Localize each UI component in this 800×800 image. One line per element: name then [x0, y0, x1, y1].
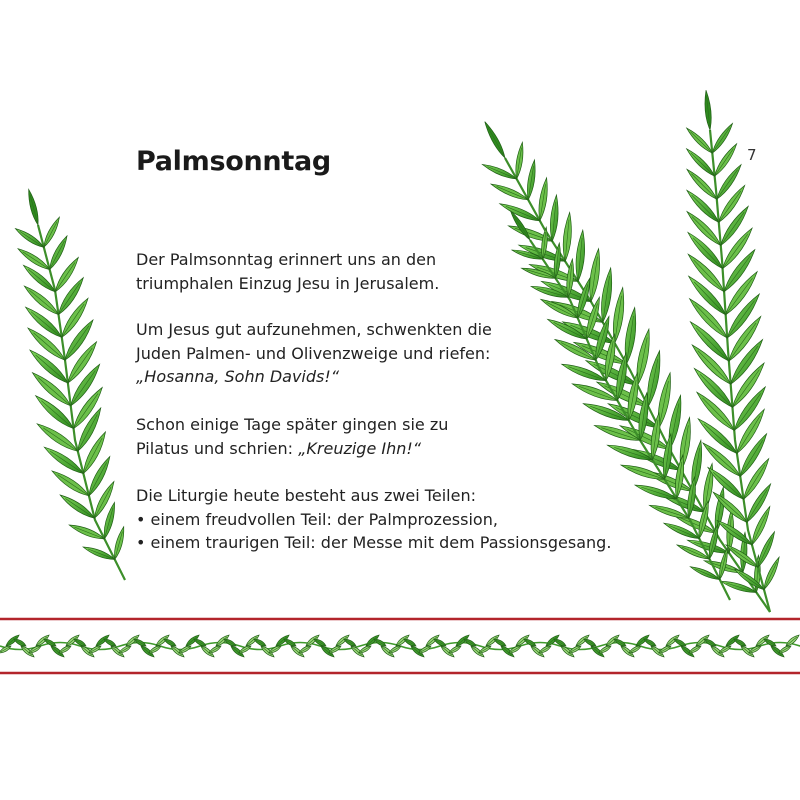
leaf-vein [758, 537, 772, 567]
text-line: Der Palmsonntag erinnert uns an den [136, 250, 437, 269]
leaf-vein [488, 127, 505, 158]
paragraph-intro [136, 248, 439, 295]
leaf-vein [50, 241, 65, 270]
list-item: • einem freudvollen Teil: der Palmprozession, [136, 509, 498, 529]
page-number: 7 [747, 146, 757, 164]
palm-branch-left [15, 189, 125, 580]
leaf-vein [89, 462, 107, 495]
text-line: Schon einige Tage später gingen sie zu [136, 415, 449, 434]
leaf-vein [43, 428, 78, 451]
leaf-vein [752, 512, 767, 545]
olive-vine-border [0, 617, 800, 675]
paragraph-liturgy [136, 484, 611, 555]
leaf-vein [44, 222, 57, 248]
text-line: Um Jesus gut aufzunehmen, schwenkten die [136, 320, 492, 339]
leaf-vein [83, 438, 102, 473]
paragraph-pilatus [136, 413, 448, 460]
paragraph-hosanna [136, 318, 492, 389]
leaf-vein [715, 149, 734, 176]
leaf-vein [690, 132, 712, 153]
page-title: Palmsonntag [136, 146, 331, 177]
olive-vine [0, 635, 800, 657]
quote-kreuzige: „Kreuzige Ihn!“ [298, 438, 422, 458]
list-item: • einem traurigen Teil: der Messe mit dem Passionsgesang. [136, 533, 612, 552]
text-line: triumphalen Einzug Jesu in Jerusalem. [136, 273, 440, 293]
leaf-vein [764, 562, 777, 590]
text-line: Juden Palmen- und Olivenzweige und riefen: [136, 343, 491, 363]
leaf-vein [55, 263, 75, 292]
liturgy-list [136, 508, 611, 555]
leaf-vein [712, 128, 729, 153]
leaf-vein [691, 153, 715, 176]
quote-hosanna: „Hosanna, Sohn Davids!“ [136, 367, 340, 386]
text-line: Pilatus und schrien: [136, 438, 299, 458]
text-line: Die Liturgie heute besteht aus zwei Teilen: [136, 486, 476, 505]
leaf-vein [594, 364, 638, 385]
